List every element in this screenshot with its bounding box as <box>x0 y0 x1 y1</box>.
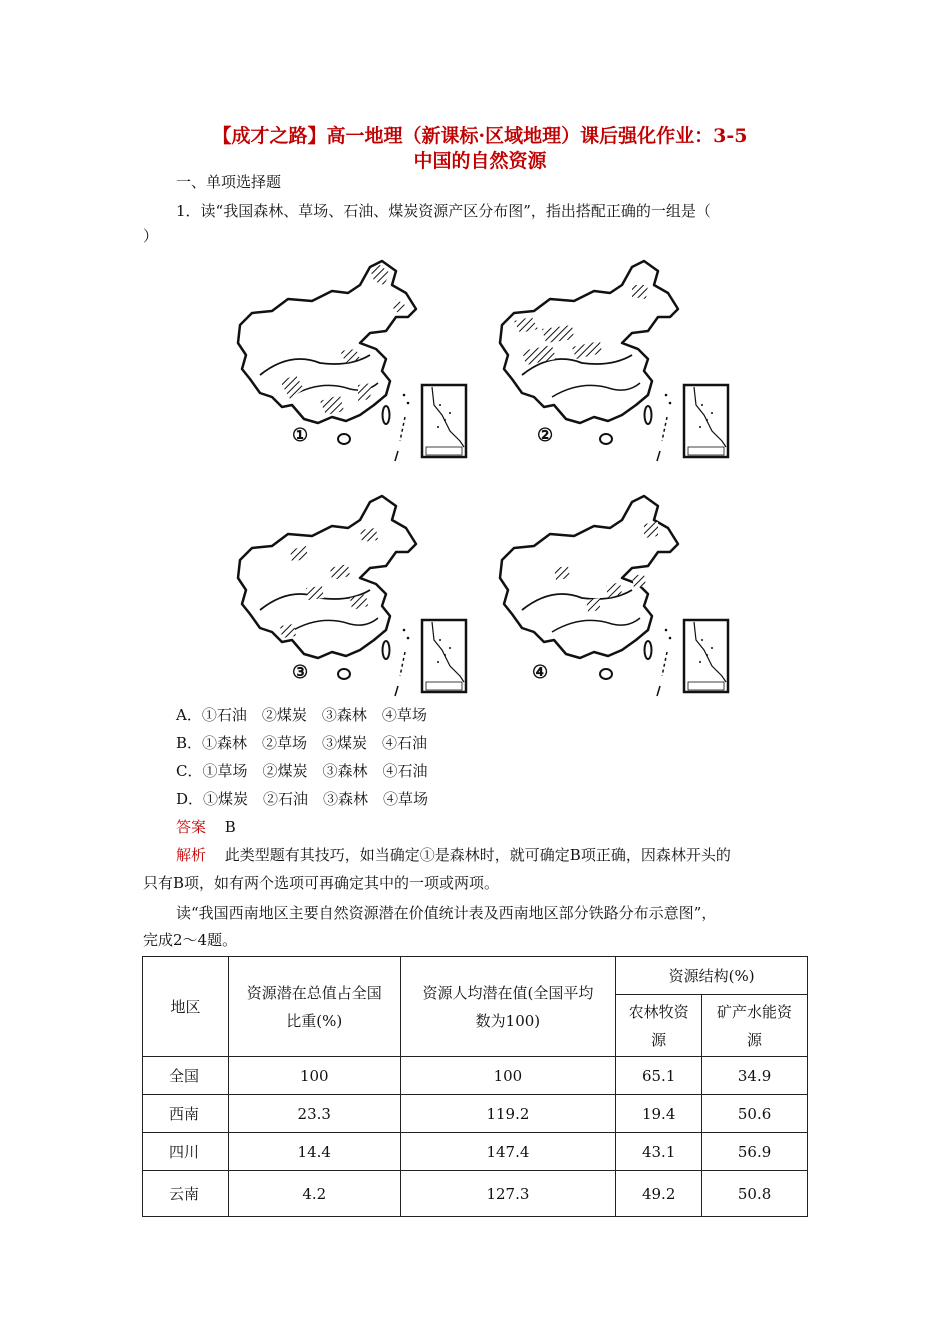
cell-percapita: 147.4 <box>400 1133 616 1171</box>
header-agri-line-1: 农林牧资 <box>628 1002 689 1021</box>
header-mine-line-2: 源 <box>747 1030 763 1049</box>
question-1-bracket: ） <box>143 227 159 245</box>
cell-mine: 34.9 <box>702 1057 808 1095</box>
cell-mine: 50.6 <box>702 1095 808 1133</box>
cell-agri: 65.1 <box>616 1057 702 1095</box>
cell-region: 云南 <box>143 1171 229 1217</box>
title-line-1: 【成才之路】高一地理（新课标·区域地理）课后强化作业：3-5 <box>212 125 748 147</box>
cell-mine: 50.8 <box>702 1171 808 1217</box>
header-region: 地区 <box>143 957 229 1057</box>
cell-percapita: 127.3 <box>400 1171 616 1217</box>
header-percapita-line-1: 资源人均潜在值(全国平均 <box>422 983 594 1002</box>
intro-line-1: 读“我国西南地区主要自然资源潜在价值统计表及西南地区部分铁路分布示意图”， <box>176 904 717 922</box>
map-1 <box>220 255 470 470</box>
option-c: C．①草场 ②煤炭 ③森林 ④石油 <box>176 762 428 780</box>
cell-agri: 49.2 <box>616 1171 702 1217</box>
document-title <box>150 124 810 174</box>
header-percapita <box>400 957 616 1057</box>
header-agri <box>616 995 702 1057</box>
map-3-label: ③ <box>292 662 309 683</box>
cell-agri: 43.1 <box>616 1133 702 1171</box>
cell-percapita: 100 <box>400 1057 616 1095</box>
table-row <box>143 1057 808 1095</box>
table-row <box>143 1171 808 1217</box>
analysis-text-1: 此类型题有其技巧，如当确定①是森林时，就可确定B项正确，因森林开头的 <box>224 846 731 864</box>
cell-mine: 56.9 <box>702 1133 808 1171</box>
answer-value: B <box>224 818 236 836</box>
cell-region: 西南 <box>143 1095 229 1133</box>
cell-percapita: 119.2 <box>400 1095 616 1133</box>
answer-line <box>176 817 236 837</box>
analysis-line-1 <box>176 845 731 865</box>
header-structure: 资源结构(%) <box>616 957 808 995</box>
intro-line-2: 完成2～4题。 <box>143 931 238 949</box>
header-agri-line-2: 源 <box>651 1030 667 1049</box>
cell-region: 全国 <box>143 1057 229 1095</box>
header-share <box>228 957 400 1057</box>
analysis-label: 解析 <box>176 846 207 864</box>
option-a: A．①石油 ②煤炭 ③森林 ④草场 <box>176 706 427 724</box>
resource-table <box>142 956 808 1217</box>
question-1-text: 1．读“我国森林、草场、石油、煤炭资源产区分布图”，指出搭配正确的一组是（ <box>176 202 711 220</box>
header-mine-line-1: 矿产水能资 <box>717 1002 793 1021</box>
map-2 <box>482 255 732 470</box>
cell-share: 23.3 <box>228 1095 400 1133</box>
table-row <box>143 1133 808 1171</box>
answer-label: 答案 <box>176 818 207 836</box>
option-d: D．①煤炭 ②石油 ③森林 ④草场 <box>176 790 429 808</box>
resource-maps <box>220 255 740 705</box>
option-b: B．①森林 ②草场 ③煤炭 ④石油 <box>176 734 428 752</box>
header-share-line-1: 资源潜在总值占全国 <box>246 983 382 1002</box>
analysis-line-2: 只有B项，如有两个选项可再确定其中的一项或两项。 <box>143 874 500 892</box>
cell-share: 100 <box>228 1057 400 1095</box>
header-mine <box>702 995 808 1057</box>
section-heading: 一、单项选择题 <box>176 173 282 191</box>
map-3 <box>220 490 470 705</box>
header-percapita-line-2: 数为100) <box>475 1011 541 1030</box>
header-share-line-2: 比重(%) <box>286 1011 343 1030</box>
map-4-label: ④ <box>532 662 549 683</box>
cell-share: 14.4 <box>228 1133 400 1171</box>
title-line-2: 中国的自然资源 <box>413 150 547 172</box>
cell-agri: 19.4 <box>616 1095 702 1133</box>
map-2-label: ② <box>537 425 554 446</box>
map-4 <box>482 490 732 705</box>
cell-region: 四川 <box>143 1133 229 1171</box>
cell-share: 4.2 <box>228 1171 400 1217</box>
map-1-label: ① <box>292 425 309 446</box>
table-row <box>143 1095 808 1133</box>
